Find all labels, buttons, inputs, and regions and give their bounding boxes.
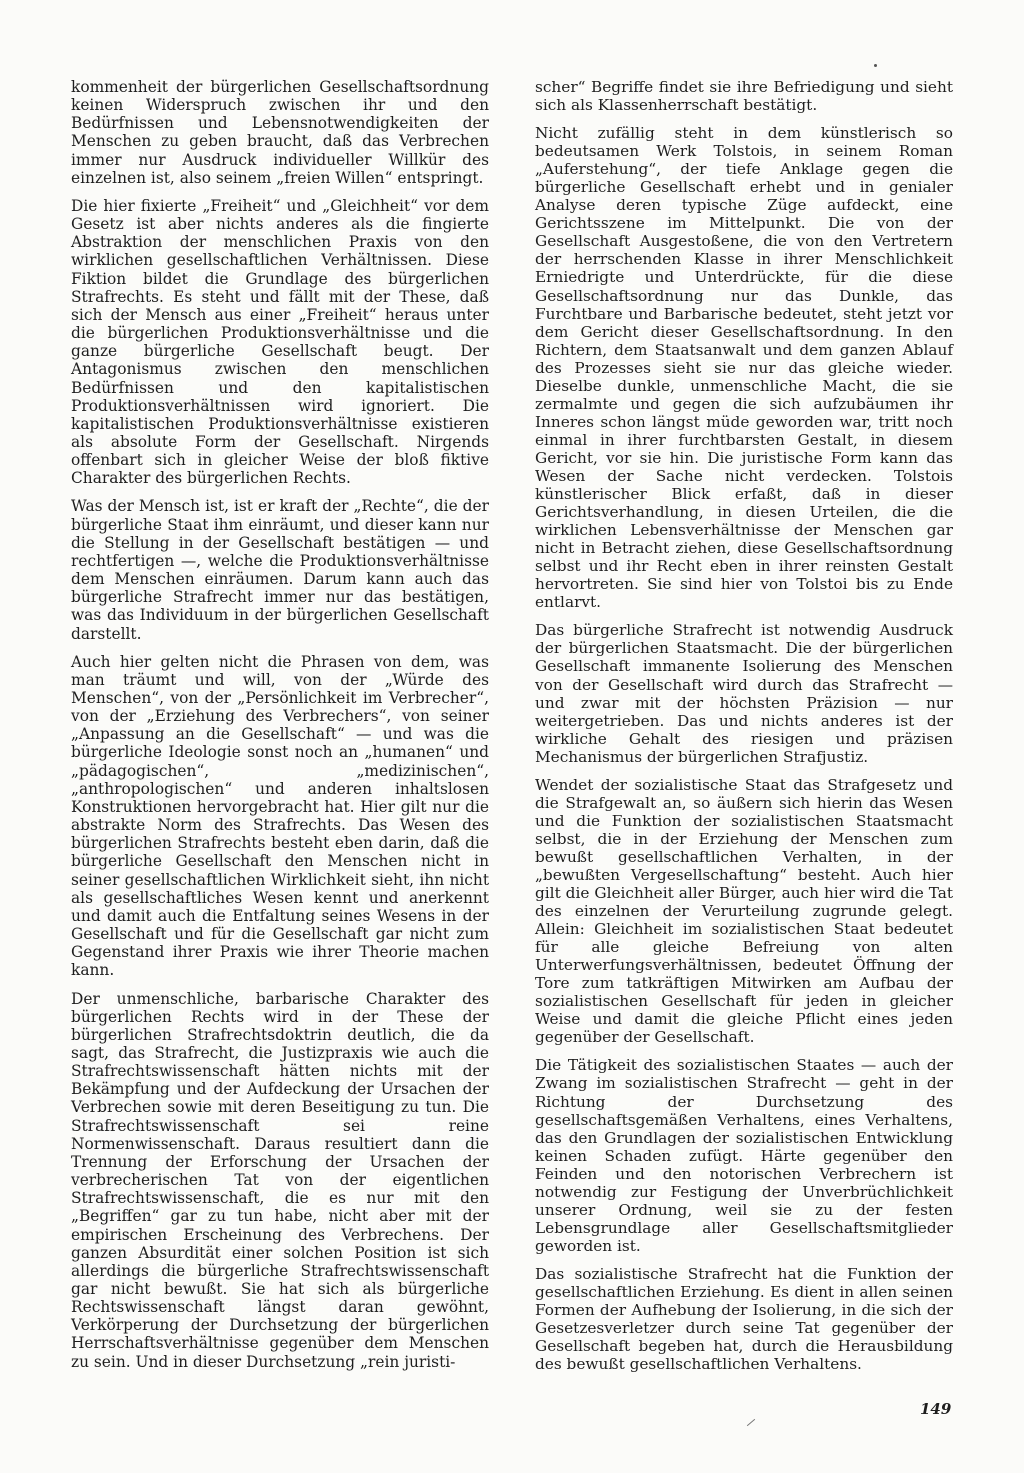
paragraph: scher“ Begriffe findet sie ihre Befriedigung und sieht sich als Klassenherrschaft bestätigt. xyxy=(535,78,953,115)
paragraph: Was der Mensch ist, ist er kraft der „Rechte“, die der bürgerliche Staat ihm einräumt, und dieser kann nur die Stellung in der Gesellschaft bestätigen — und rechtfertigen —, welche die Produktionsverhältnisse dem Menschen einräumen. Darum kann auch das bürgerliche Strafrecht immer nur das bestätigen, was das Individuum in der bürgerlichen Gesellschaft darstellt. xyxy=(71,497,489,643)
right-text-column xyxy=(535,78,953,1383)
paragraph: Wendet der sozialistische Staat das Strafgesetz und die Strafgewalt an, so äußern sich hierin das Wesen und die Funktion der sozialistischen Staatsmacht selbst, die in der Erziehung der Menschen zum bewußt gesellschaftlichen Verhalten, in der „bewußten Vergesellschaftung“ besteht. Auch hier gilt die Gleichheit aller Bürger, auch hier wird die Tat des einzelnen der Verurteilung zugrunde gelegt. Allein: Gleichheit im sozialistischen Staat bedeutet für alle gleiche Befreiung von alten Unterwerfungsverhältnissen, bedeutet Öffnung der Tore zum tatkräftigen Mitwirken am Aufbau der sozialistischen Gesellschaft für jeden in gleicher Weise und damit die gleiche Pflicht eines jeden gegenüber der Gesellschaft. xyxy=(535,775,953,1047)
paragraph: Der unmenschliche, barbarische Charakter des bürgerlichen Rechts wird in der These der bürgerlichen Strafrechtsdoktrin deutlich, die da sagt, das Strafrecht, die Justizpraxis wie auch die Strafrechtswissenschaft hätten nichts mit der Bekämpfung und der Aufdeckung der Ursachen der Verbrechen sowie mit deren Beseitigung zu tun. Die Strafrechtswissenschaft sei reine Normenwissenschaft. Daraus resultiert dann die Trennung der Erforschung der Ursachen der verbrecherischen Tat von der eigentlichen Strafrechtswissenschaft, die es nur mit den „Begriffen“ gar zu tun habe, nicht aber mit der empirischen Erscheinung des Verbrechens. Der ganzen Absurdität einer solchen Position ist sich allerdings die bürgerliche Strafrechtswissenschaft gar nicht bewußt. Sie hat sich als bürgerliche Rechtswissenschaft längst daran gewöhnt, Verkörperung der Durchsetzung der bürgerlichen Herrschaftsverhältnisse gegenüber dem Menschen zu sein. Und in dieser Durchsetzung „rein juristi- xyxy=(71,989,489,1371)
paragraph: Das bürgerliche Strafrecht ist notwendig Ausdruck der bürgerlichen Staatsmacht. Die der bürgerlichen Gesellschaft immanente Isolierung des Menschen von der Gesellschaft wird durch das Strafrecht — und zwar mit der höchsten Präzision — nur weitergetrieben. Das und nichts anderes ist der wirkliche Gehalt des riesigen und präzisen Mechanismus der bürgerlichen Strafjustiz. xyxy=(535,621,953,766)
left-text-column xyxy=(71,78,489,1381)
paragraph: Die Tätigkeit des sozialistischen Staates — auch der Zwang im sozialistischen Strafrecht — geht in der Richtung der Durchsetzung des gesellschaftsgemäßen Verhaltens, eines Verhaltens, das den Grundlagen der sozialistischen Entwicklung keinen Schaden zufügt. Härte gegenüber den Feinden und den notorischen Verbrechern ist notwendig zur Festigung der Unverbrüchlichkeit unserer Ordnung, weil sie zu der festen Lebensgrundlage aller Gesellschaftsmitglieder geworden ist. xyxy=(535,1056,953,1255)
paragraph: Nicht zufällig steht in dem künstlerisch so bedeutsamen Werk Tolstois, in seinem Roman „Auferstehung“, der tiefe Anklage gegen die bürgerliche Gesellschaft erhebt und in genialer Analyse deren typische Züge aufdeckt, eine Gerichtsszene im Mittelpunkt. Die von der Gesellschaft Ausgestoßene, die von den Vertretern der herrschenden Klasse in ihrer Menschlichkeit Erniedrigte und Unterdrückte, für die diese Gesellschaftsordnung nur das Dunkle, das Furchtbare und Barbarische bedeutet, steht jetzt vor dem Gericht dieser Gesellschaftsordnung. In den Richtern, dem Staatsanwalt und dem ganzen Ablauf des Prozesses sieht sie nur das gleiche wieder. Dieselbe dunkle, unmenschliche Macht, die sie zermalmte und gegen die sich aufzubäumen ihr Inneres schon längst müde geworden war, tritt noch einmal in ihrer furchtbarsten Gestalt, in diesem Gericht, vor sie hin. Die juristische Form kann das Wesen der Sache nicht verdecken. Tolstois künstlerischer Blick erfaßt, daß in dieser Gerichtsverhandlung, in diesen Urteilen, die die wirklichen Lebensverhältnisse der Menschen gar nicht in Betracht ziehen, diese Gesellschaftsordnung selbst und ihr Recht eben in ihrer reinsten Gestalt hervortreten. Sie sind hier von Tolstoi bis zu Ende entlarvt. xyxy=(535,124,953,612)
scan-speck xyxy=(874,64,877,67)
scan-mark xyxy=(747,1419,755,1426)
paragraph: Die hier fixierte „Freiheit“ und „Gleichheit“ vor dem Gesetz ist aber nichts anderes als die fingierte Abstraktion der menschlichen Praxis von den wirklichen gesellschaftlichen Verhältnissen. Diese Fiktion bildet die Grundlage des bürgerlichen Strafrechts. Es steht und fällt mit der These, daß sich der Mensch aus einer „Freiheit“ heraus unter die bürgerlichen Produktionsverhältnisse und die ganze bürgerliche Gesellschaft beugt. Der Antagonismus zwischen den menschlichen Bedürfnissen und den kapitalistischen Produktionsverhältnissen wird ignoriert. Die kapitalistischen Produktionsverhältnisse existieren als absolute Form der Gesellschaft. Nirgends offenbart sich in gleicher Weise der bloß fiktive Charakter des bürgerlichen Rechts. xyxy=(71,196,489,488)
page-number: 149 xyxy=(920,1400,952,1418)
paragraph: kommenheit der bürgerlichen Gesellschaftsordnung keinen Widerspruch zwischen ihr und den Bedürfnissen und Lebensnotwendigkeiten der Menschen zu geben braucht, daß das Verbrechen immer nur Ausdruck individueller Willkür des einzelnen ist, also seinem „freien Willen“ entspringt. xyxy=(71,78,489,187)
paragraph: Auch hier gelten nicht die Phrasen von dem, was man träumt und will, von der „Würde des Menschen“, von der „Persönlichkeit im Verbrecher“, von der „Erziehung des Verbrechers“, von seiner „Anpassung an die Gesellschaft“ — und was die bürgerliche Ideologie sonst noch an „humanen“ und „pädagogischen“, „medizinischen“, „anthropologischen“ und anderen inhaltslosen Konstruktionen hervorgebracht hat. Hier gilt nur die abstrakte Norm des Strafrechts. Das Wesen des bürgerlichen Strafrechts besteht eben darin, daß die bürgerliche Gesellschaft den Menschen nicht in seiner gesellschaftlichen Wirklichkeit sieht, ihn nicht als gesellschaftliches Wesen kennt und anerkennt und damit auch die Entfaltung seines Wesens in der Gesellschaft und für die Gesellschaft gar nicht zum Gegenstand ihrer Praxis wie ihrer Theorie machen kann. xyxy=(71,652,489,980)
paragraph: Das sozialistische Strafrecht hat die Funktion der gesellschaftlichen Erziehung. Es dient in allen seinen Formen der Aufhebung der Isolierung, in die sich der Gesetzesverletzer durch seine Tat gegenüber der Gesellschaft begeben hat, durch die Herausbildung des bewußt gesellschaftlichen Verhaltens. xyxy=(535,1264,953,1374)
